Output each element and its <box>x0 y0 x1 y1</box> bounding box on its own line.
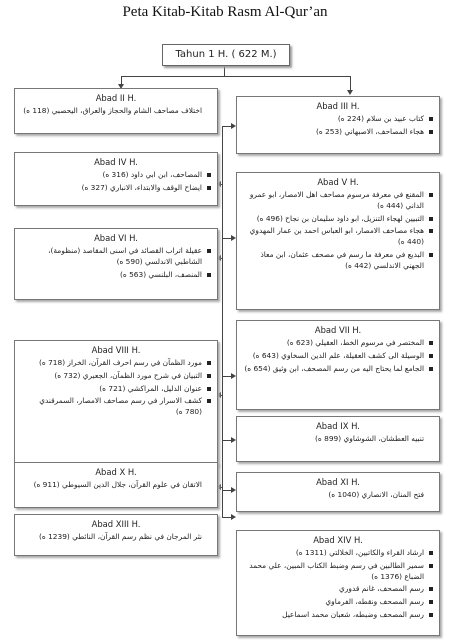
book-list <box>237 114 439 137</box>
century-heading: Abad XI H. <box>316 477 360 487</box>
century-box-4 <box>14 152 218 206</box>
book-entry: نثر المرجان في نظم رسم القرآن، النائطي (1239 ه) <box>39 532 202 542</box>
century-box-3 <box>236 96 440 154</box>
book-entry: تنبيه العطشان، الشوشاوي (899 ه) <box>315 434 424 444</box>
book-entry: هجاء المصاحف، الاصبهاني (253 ه) <box>243 127 433 138</box>
spine <box>222 126 223 518</box>
root-branch <box>121 76 351 77</box>
century-heading: Abad IX H. <box>316 421 360 431</box>
book-list <box>15 170 217 193</box>
century-heading: Abad IV H. <box>94 157 138 167</box>
century-heading: Abad VII H. <box>314 325 362 335</box>
book-entry: الجامع لما يحتاج اليه من رسم المصحف، ابن وثيق (654 ه) <box>243 364 433 375</box>
century-box-11 <box>236 472 440 512</box>
book-entry: التبيين لهجاء التنزيل، ابو داود سليمان بن نجاح (496 ه) <box>243 214 433 225</box>
century-heading: Abad XIII H. <box>91 519 141 529</box>
book-list <box>15 480 217 491</box>
book-entry: سمير الطالبين في رسم وضبط الكتاب المبين، علي محمد الضباع (1376 ه) <box>243 561 433 582</box>
book-list <box>237 338 439 374</box>
book-list <box>15 532 217 543</box>
arrow-r6 <box>231 514 236 520</box>
book-entry: مورد الظمآن في رسم احرف القرآن، الخراز (718 ه) <box>21 358 211 369</box>
book-entry: البديع في معرفة ما رسم في مصحف عثمان، ابن معاذ الجهني الاندلسي (442 ه) <box>243 250 433 271</box>
century-box-5 <box>236 172 440 310</box>
century-heading: Abad VI H. <box>94 233 138 243</box>
book-entry: عقيلة اتراب القصائد في اسنى المقاصد (منظومة)، الشاطبي الاندلسي (590 ه) <box>21 246 211 267</box>
book-entry: ارشاد القراء والكاتبين، الخلالتي (1311 ه) <box>243 548 433 559</box>
century-heading: Abad V H. <box>317 177 359 187</box>
book-entry: كشف الاسرار في رسم مصاحف الامصار، السمرقندي (780 ه) <box>21 396 211 417</box>
right-arrow <box>347 90 353 95</box>
root-year-box: Tahun 1 H. ( 622 M.) <box>162 44 290 66</box>
century-heading: Abad II H. <box>95 93 137 103</box>
book-list <box>237 190 439 271</box>
century-box-9 <box>236 416 440 462</box>
book-entry: هجاء مصاحف الامصار، ابو العباس احمد بن عمار المهدوي (440 ه) <box>243 226 433 247</box>
book-entry: اختلاف مصاحف الشام والحجاز والعراق، اليحصبي (118 ه) <box>23 106 202 116</box>
book-list <box>237 490 439 501</box>
book-entry: المصاحف، ابن ابي داود (316 ه) <box>21 170 211 181</box>
century-box-10 <box>14 462 218 508</box>
book-list <box>237 548 439 620</box>
book-entry: الوسيلة الى كشف العقيلة، علم الدين السخاوي (643 ه) <box>243 351 433 362</box>
century-heading: Abad III H. <box>316 101 360 111</box>
century-heading: Abad XIV H. <box>313 535 363 545</box>
century-box-6 <box>14 228 218 300</box>
book-entry: الاتقان في علوم القرآن، جلال الدين السيوطي (911 ه) <box>33 480 202 490</box>
book-entry: رسم المصحف ونقطه، الفرماوي <box>243 597 433 608</box>
century-box-14 <box>236 530 440 636</box>
book-entry: رسم المصحف وضبطه، شعبان محمد اسماعيل <box>243 610 433 621</box>
book-entry: ايضاح الوقف والابتداء، الانباري (327 ه) <box>21 183 211 194</box>
book-list <box>237 434 439 445</box>
century-heading: Abad X H. <box>95 467 137 477</box>
root-stem <box>224 66 225 76</box>
book-list <box>15 246 217 280</box>
century-box-8 <box>14 340 218 466</box>
book-entry: عنوان الدليل، المراكشي (721 ه) <box>21 384 211 395</box>
century-box-2 <box>14 88 218 134</box>
page-title: Peta Kitab-Kitab Rasm Al-Qur’an <box>122 4 328 20</box>
book-list <box>15 358 217 418</box>
book-entry: رسم المصحف، غانم قدوري <box>243 584 433 595</box>
book-list <box>15 106 217 117</box>
century-box-13 <box>14 514 218 556</box>
book-entry: المختصر في مرسوم الخط، العقيلي (623 ه) <box>243 338 433 349</box>
book-entry: التبيان في شرح مورد الظمآن، الجعبري (732 ه) <box>21 371 211 382</box>
century-heading: Abad VIII H. <box>91 345 141 355</box>
book-entry: فتح المنان، الانصاري (1040 ه) <box>328 490 424 500</box>
book-entry: المنصف، البلنسي (563 ه) <box>21 270 211 281</box>
century-box-7 <box>236 320 440 410</box>
book-entry: المقنع في معرفة مرسوم مصاحف اهل الامصار، ابو عمرو الداني (444 ه) <box>243 190 433 211</box>
book-entry: كتاب عبيد بن سلام (224 ه) <box>243 114 433 125</box>
